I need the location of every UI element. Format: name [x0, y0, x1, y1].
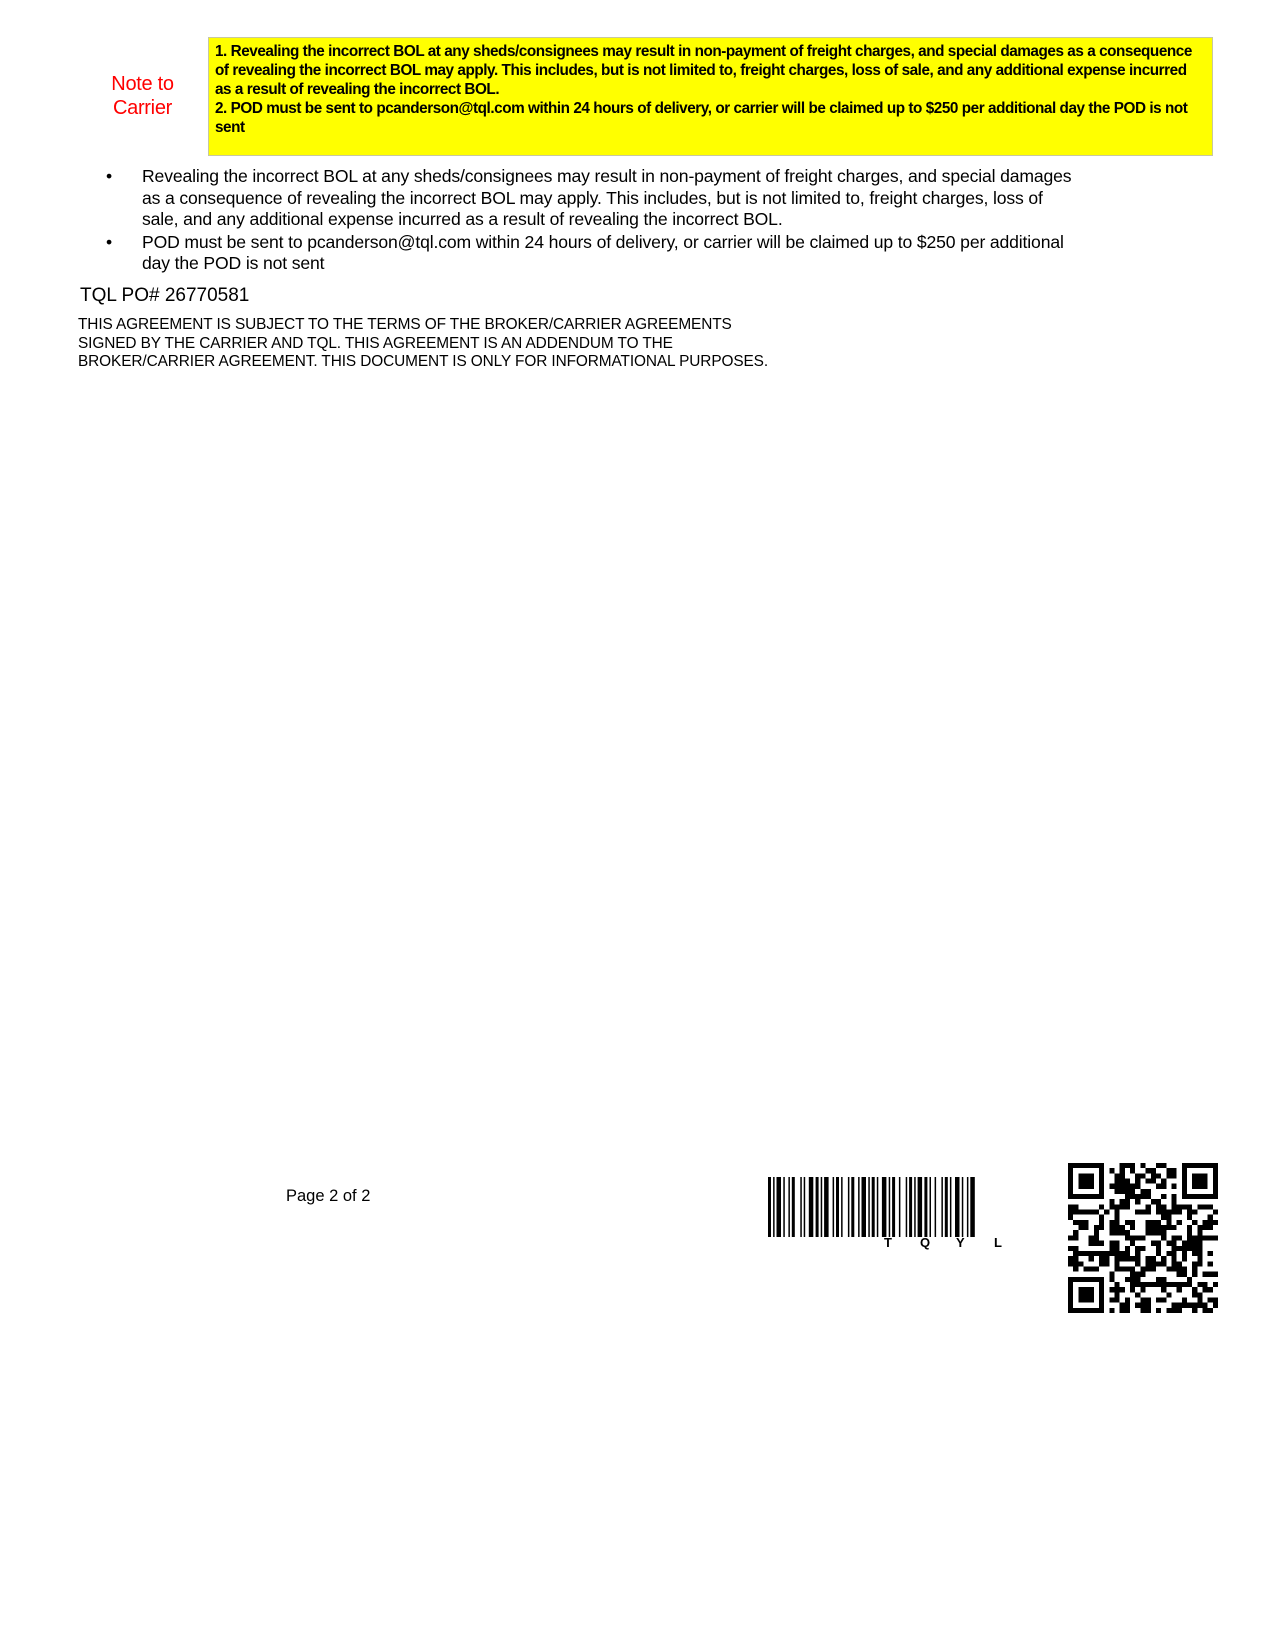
- barcode-char: L: [994, 1235, 1002, 1250]
- barcode-char: Q: [920, 1235, 931, 1250]
- bullet-marker: •: [106, 166, 113, 186]
- po-number: TQL PO# 26770581: [80, 285, 250, 306]
- list-item: [100, 166, 1080, 231]
- note-item-1: 1. Revealing the incorrect BOL at any sheds/consignees may result in non-payment of freight charges, and special damages as a consequence of revealing the incorrect BOL may apply. This includes, but is not limited to, freight charges, loss of sale, and any additional expense incurred as a result of revealing the incorrect BOL.: [215, 43, 1192, 98]
- carrier-notes-list: [100, 166, 1080, 276]
- note-item-2: 2. POD must be sent to pcanderson@tql.com within 24 hours of delivery, or carrier will be claimed up to $250 per additional day the POD is not sent: [215, 100, 1188, 136]
- bullet-marker: •: [106, 231, 113, 252]
- barcode-char: Y: [956, 1235, 965, 1250]
- note-label-line1: Note to: [111, 73, 174, 95]
- note-to-carrier-box: [208, 37, 1213, 156]
- barcode-caption: [768, 1236, 1053, 1252]
- list-item-text: POD must be sent to pcanderson@tql.com within 24 hours of delivery, or carrier will be claimed up to $250 per additional day the POD is not sent: [142, 231, 1064, 273]
- note-to-carrier-label: [90, 72, 195, 120]
- note-label-line2: Carrier: [112, 97, 172, 119]
- barcode-char: T: [884, 1235, 892, 1250]
- agreement-disclaimer: THIS AGREEMENT IS SUBJECT TO THE TERMS OF THE BROKER/CARRIER AGREEMENTS SIGNED BY THE CARRIER AND TQL. THIS AGREEMENT IS AN ADDENDUM TO THE BROKER/CARRIER AGREEMENT. THIS DOCUMENT IS ONLY FOR INFORMATIONAL PURPOSES.: [78, 316, 769, 371]
- page-number: Page 2 of 2: [286, 1187, 371, 1205]
- qr-code-icon: [1068, 1163, 1218, 1313]
- barcode-icon: [768, 1177, 1053, 1237]
- list-item-text: Revealing the incorrect BOL at any sheds/consignees may result in non-payment of freight charges, and special damages as a consequence of revealing the incorrect BOL may apply. This includes, but is not limited to, freight charges, loss of sale, and any additional expense incurred as a result of revealing the incorrect BOL.: [142, 166, 1072, 229]
- list-item: [100, 232, 1080, 275]
